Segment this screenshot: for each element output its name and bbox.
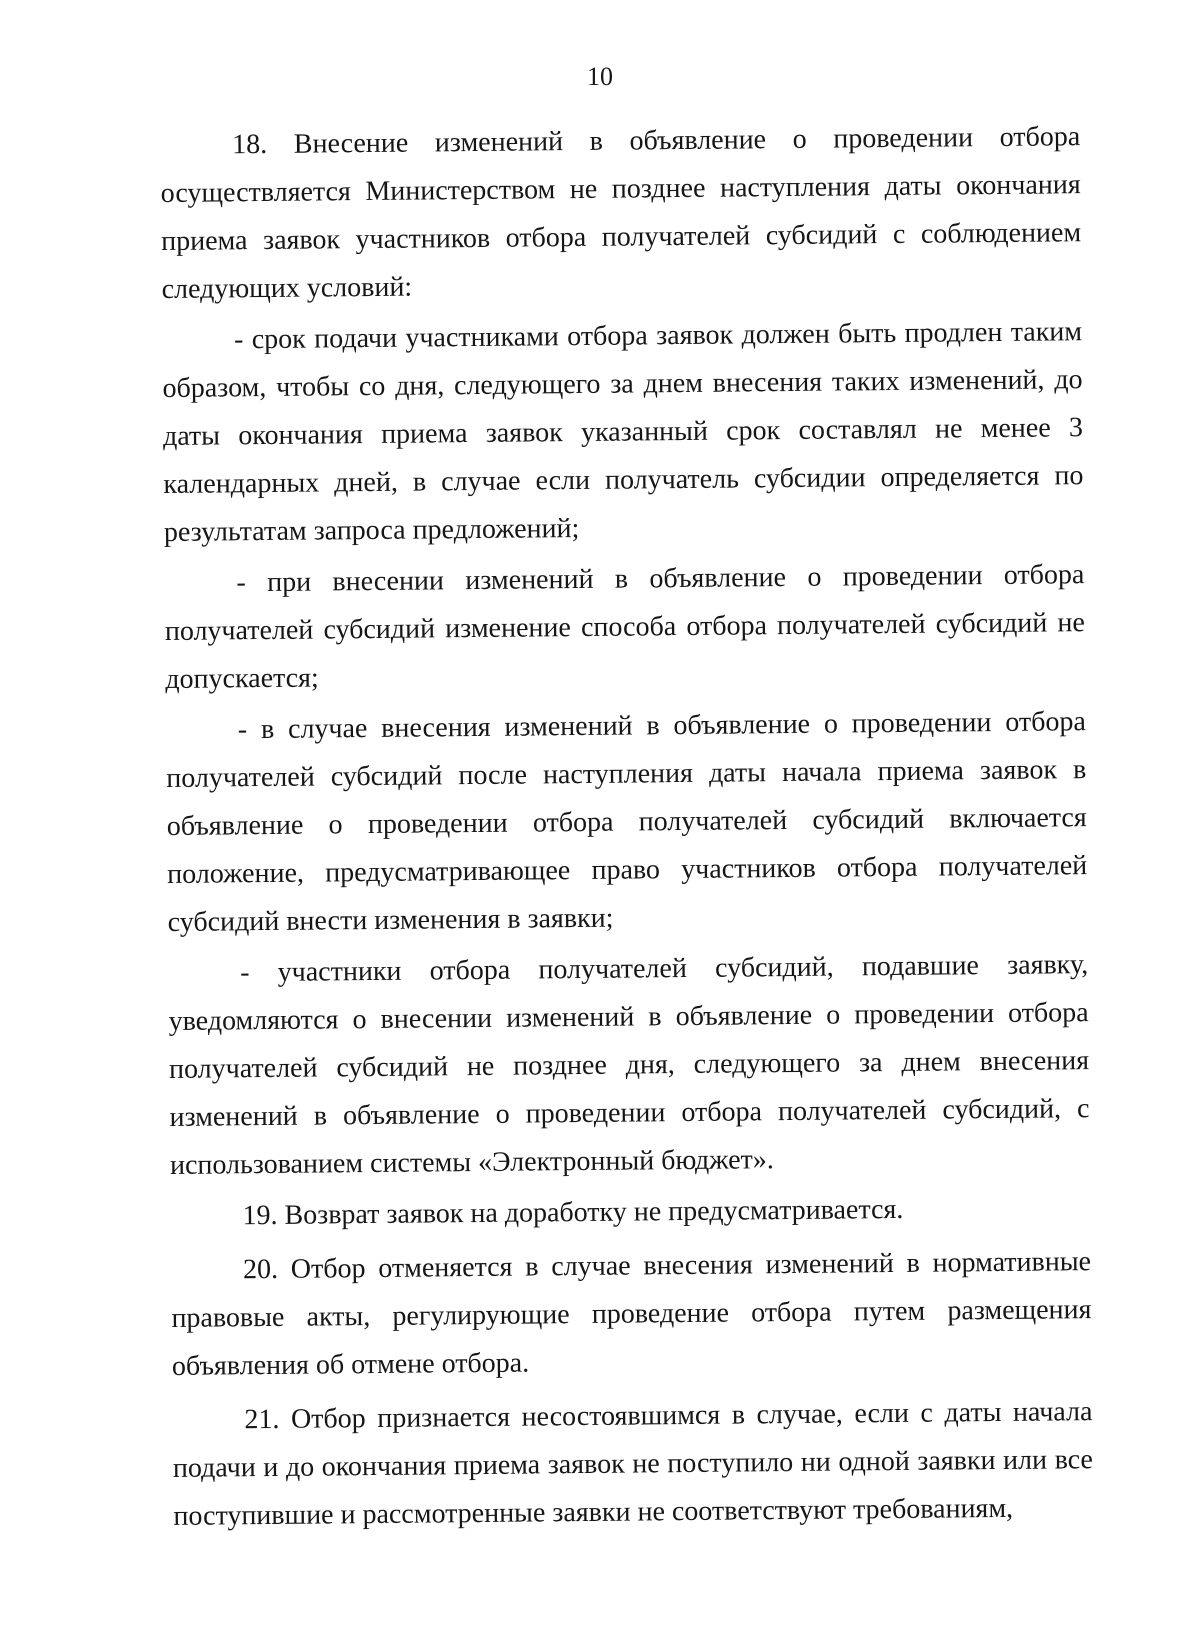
page-number: 10	[587, 62, 613, 91]
paragraph-20: 20. Отбор отменяется в случае внесения изменений в нормативные правовые акты, регулирующие проведение отбора путем размещения объявления об отмене отбора.	[171, 1246, 1092, 1382]
paragraph-18-condition-2: - при внесении изменений в объявление о проведении отбора получателей субсидий изменение способа отбора получателей субсидий не допускается;	[164, 559, 1085, 695]
paragraph-21: 21. Отбор признается несостоявшимся в случае, если с даты начала подачи и до окончания приема заявок не поступило ни одной заявки или все поступившие и рассмотренные заявки не соответствуют требованиям,	[172, 1396, 1094, 1532]
paragraph-18-condition-1: - срок подачи участниками отбора заявок должен быть продлен таким образом, чтобы со дня, следующего за днем внесения таких изменений, до даты окончания приема заявок указанный срок составлял не менее 3 календарных дней, в случае если получатель субсидии определяется по результатам запроса предложений;	[162, 316, 1084, 548]
paragraph-18-condition-4: - участники отбора получателей субсидий, подавшие заявку, уведомляются о внесении изменений в объявление о проведении отбора получателей субсидий не позднее дня, следующего за днем внесения изменений в объявление о проведении отбора получателей субсидий, с использованием системы «Электронный бюджет».	[168, 949, 1090, 1181]
paragraph-19: 19. Возврат заявок на доработку не предусматривается.	[242, 1193, 904, 1232]
paragraph-18-condition-3: - в случае внесения изменений в объявление о проведении отбора получателей субсидий после наступления даты начала приема заявок в объявление о проведении отбора получателей субсидий включается положение, предусматривающее право участников отбора получателей субсидий внести изменения в заявки;	[166, 706, 1088, 938]
document-body	[160, 113, 1094, 1541]
paragraph-18: 18. Внесение изменений в объявление о проведении отбора осуществляется Министерством не позднее наступления даты окончания приема заявок участников отбора получателей субсидий с соблюдением следующих условий:	[160, 121, 1082, 305]
